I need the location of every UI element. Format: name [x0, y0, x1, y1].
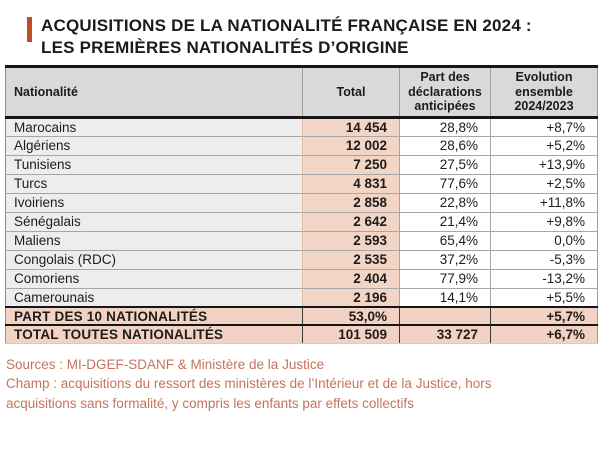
figure-title: [27, 15, 592, 59]
page-title: [41, 15, 532, 59]
cell-name: Algériens: [6, 136, 303, 155]
page-title-line1: ACQUISITIONS DE LA NATIONALITÉ FRANÇAISE EN 2024 :: [41, 16, 532, 35]
column-header-nationalite: Nationalité: [6, 67, 303, 118]
cell-part: 14,1%: [400, 288, 491, 307]
cell-part: 77,6%: [400, 174, 491, 193]
cell-total: 2 642: [303, 212, 400, 231]
cell-evo: +5,7%: [491, 307, 598, 325]
summary-row: [6, 307, 598, 325]
cell-part: 22,8%: [400, 193, 491, 212]
cell-name: Comoriens: [6, 269, 303, 288]
table-body: [6, 117, 598, 343]
summary-row: [6, 325, 598, 343]
cell-part: 21,4%: [400, 212, 491, 231]
sources-note: Sources : MI-DGEF-SDANF & Ministère de la Justice: [6, 356, 325, 372]
table-row: [6, 193, 598, 212]
table-row: [6, 250, 598, 269]
champ-note: Champ : acquisitions du ressort des ministères de l’Intérieur et de la Justice, hors acquisitions sans formalité, y compris les enfants par effets collectifs: [6, 376, 492, 411]
cell-evo: +2,5%: [491, 174, 598, 193]
cell-name: Sénégalais: [6, 212, 303, 231]
cell-total: 2 535: [303, 250, 400, 269]
cell-evo: +9,8%: [491, 212, 598, 231]
cell-name: Ivoiriens: [6, 193, 303, 212]
title-accent-bar: [27, 17, 32, 42]
cell-part: 37,2%: [400, 250, 491, 269]
table-header: [6, 67, 598, 118]
cell-evo: 0,0%: [491, 231, 598, 250]
table-row: [6, 136, 598, 155]
cell-name: Turcs: [6, 174, 303, 193]
cell-name: Camerounais: [6, 288, 303, 307]
cell-name: Tunisiens: [6, 155, 303, 174]
cell-total: 53,0%: [303, 307, 400, 325]
cell-name: TOTAL TOUTES NATIONALITÉS: [6, 325, 303, 343]
cell-part: [400, 307, 491, 325]
table-row: [6, 231, 598, 250]
cell-part: 77,9%: [400, 269, 491, 288]
cell-total: 12 002: [303, 136, 400, 155]
cell-evo: -5,3%: [491, 250, 598, 269]
cell-total: 7 250: [303, 155, 400, 174]
cell-evo: -13,2%: [491, 269, 598, 288]
cell-part: 28,6%: [400, 136, 491, 155]
cell-evo: +5,5%: [491, 288, 598, 307]
cell-part: 28,8%: [400, 117, 491, 136]
cell-total: 2 404: [303, 269, 400, 288]
cell-part: 27,5%: [400, 155, 491, 174]
table-row: [6, 269, 598, 288]
cell-total: 4 831: [303, 174, 400, 193]
table-row: [6, 117, 598, 136]
cell-name: PART DES 10 NATIONALITÉS: [6, 307, 303, 325]
cell-total: 2 858: [303, 193, 400, 212]
cell-name: Maliens: [6, 231, 303, 250]
cell-evo: +6,7%: [491, 325, 598, 343]
cell-evo: +11,8%: [491, 193, 598, 212]
table-row: [6, 288, 598, 307]
column-header-total: Total: [303, 67, 400, 118]
acquisitions-table: [5, 65, 598, 344]
table-row: [6, 155, 598, 174]
page-title-line2: LES PREMIÈRES NATIONALITÉS D’ORIGINE: [41, 38, 409, 57]
cell-name: Congolais (RDC): [6, 250, 303, 269]
cell-total: 2 593: [303, 231, 400, 250]
cell-part: 33 727: [400, 325, 491, 343]
footer-notes: [6, 355, 602, 414]
table-row: [6, 212, 598, 231]
cell-total: 2 196: [303, 288, 400, 307]
cell-evo: +5,2%: [491, 136, 598, 155]
cell-total: 101 509: [303, 325, 400, 343]
table-row: [6, 174, 598, 193]
cell-name: Marocains: [6, 117, 303, 136]
cell-part: 65,4%: [400, 231, 491, 250]
cell-evo: +8,7%: [491, 117, 598, 136]
column-header-evolution: Evolution ensemble 2024/2023: [491, 67, 598, 118]
column-header-part-declarations: Part des déclarations anticipées: [400, 67, 491, 118]
cell-total: 14 454: [303, 117, 400, 136]
cell-evo: +13,9%: [491, 155, 598, 174]
